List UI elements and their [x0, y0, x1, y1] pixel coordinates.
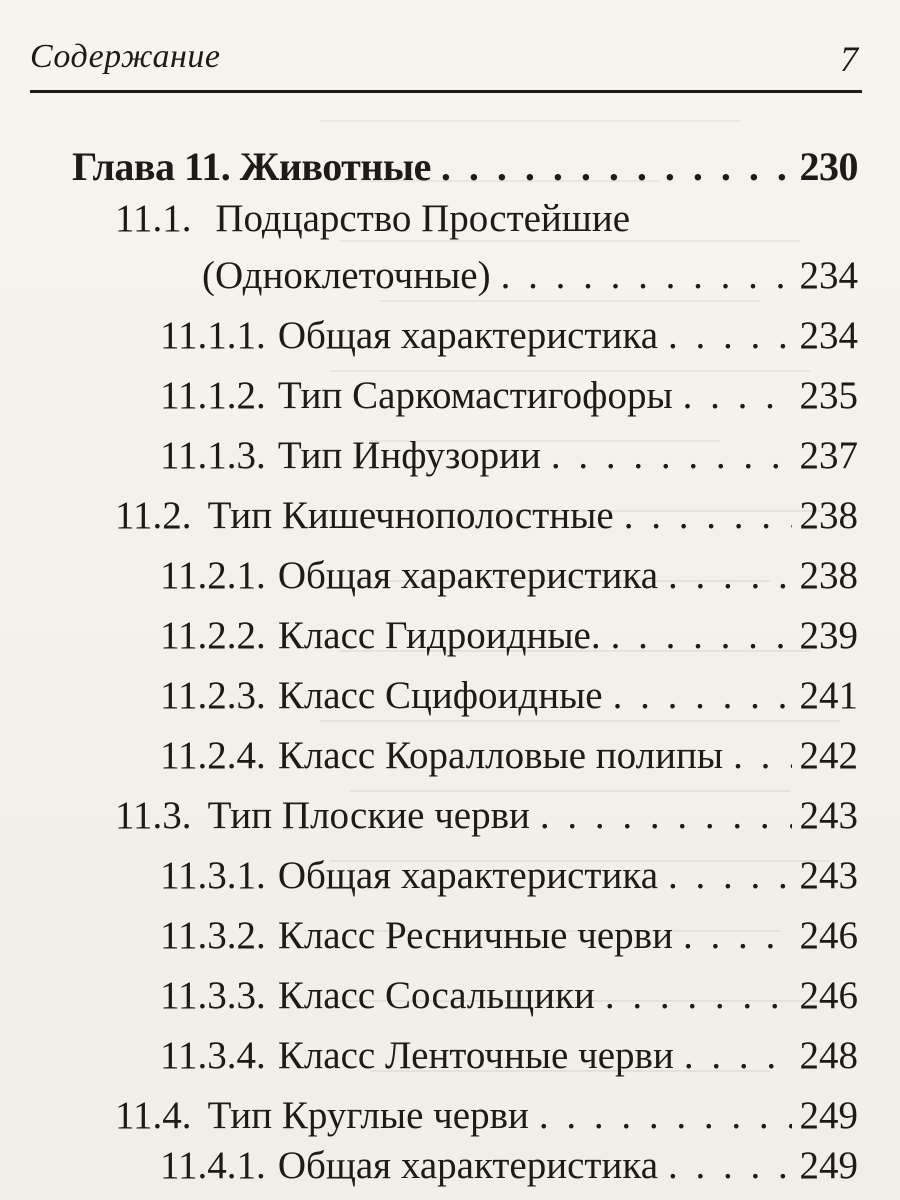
- toc-entry-number: 11.1.: [115, 197, 192, 240]
- toc-entry-title: Класс Ресничные черви: [277, 914, 673, 957]
- toc-page-number: 243: [799, 854, 858, 897]
- toc-entry-number: 11.2.4.: [160, 734, 266, 777]
- toc-entry: [160, 295, 858, 355]
- toc-entry-number: 11.4.: [115, 1094, 192, 1137]
- toc-chapter-entry: [72, 127, 858, 187]
- toc-page-number: 246: [799, 974, 858, 1017]
- toc-entry: [160, 595, 858, 655]
- toc-page-number: 241: [799, 674, 858, 717]
- toc-leader-dots: [603, 676, 792, 715]
- toc-entry-number: 11.3.1.: [160, 854, 266, 897]
- toc-leader-dots: [431, 147, 792, 187]
- toc-entry-number: 11.1.2.: [160, 374, 266, 417]
- toc-entry-title: Общая характеристика: [277, 854, 659, 897]
- toc-leader-dots: [595, 976, 792, 1015]
- toc-entry-number: 11.2.3.: [160, 674, 266, 717]
- toc-leader-dots: [530, 796, 792, 835]
- toc-page-number: 238: [799, 494, 858, 537]
- toc-leader-dots: [658, 316, 792, 355]
- toc-entry: [160, 835, 858, 895]
- toc-entry-title: Класс Коралловые полипы: [277, 734, 724, 777]
- toc-leader-dots: [541, 436, 792, 475]
- toc-entry: [160, 355, 858, 415]
- toc-leader-dots: [673, 916, 792, 955]
- toc-entry: [160, 655, 858, 715]
- toc-leader-dots: [491, 256, 792, 295]
- toc-page-number: 235: [799, 374, 858, 417]
- toc-chapter-title: Глава 11. Животные: [72, 144, 431, 189]
- toc-entry-number: 11.3.3.: [160, 974, 266, 1017]
- toc-entry-title: Класс Ленточные черви: [277, 1034, 674, 1077]
- toc-entry: [160, 895, 858, 955]
- toc-page-number: 248: [799, 1034, 858, 1077]
- toc-entry: [115, 475, 858, 535]
- toc-page-number: 243: [799, 794, 858, 837]
- toc-leader-dots: [673, 376, 792, 415]
- toc-entry: [115, 775, 858, 835]
- toc-page-number: 234: [799, 254, 858, 297]
- toc-entry-number: 11.3.2.: [160, 914, 266, 957]
- toc-entry-title: Общая характеристика: [277, 554, 659, 597]
- toc-entry-number: 11.2.2.: [160, 614, 266, 657]
- toc-leader-dots: [658, 556, 792, 595]
- toc-leader-dots: [674, 1036, 792, 1075]
- running-header-title: Содержание: [30, 38, 221, 75]
- toc-entry-title: Общая характеристика: [277, 314, 659, 357]
- toc-entry-number: 11.3.: [115, 794, 192, 837]
- toc-entry-title: Тип Инфузории: [277, 434, 541, 477]
- toc-entry: [160, 535, 858, 595]
- toc-entry-title: Класс Сцифоидные: [277, 674, 603, 717]
- toc-page-number: 238: [799, 554, 858, 597]
- toc-entry: [160, 955, 858, 1015]
- toc-leader-dots: [601, 616, 792, 655]
- toc-entry-number: 11.1.1.: [160, 314, 266, 357]
- toc-entry-number: 11.4.1.: [160, 1144, 266, 1187]
- toc-entry-number: 11.3.4.: [160, 1034, 266, 1077]
- toc-entry-title-line1: Подцарство Простейшие: [215, 197, 631, 240]
- toc-page-number: 237: [799, 434, 858, 477]
- toc-leader-dots: [614, 496, 792, 535]
- toc-entry-title: Общая характеристика: [277, 1144, 659, 1187]
- toc-page-number: 239: [799, 614, 858, 657]
- toc-entry: [202, 235, 858, 295]
- toc-page-number: 249: [799, 1094, 858, 1137]
- toc-entry: [160, 1015, 858, 1075]
- toc-entry-title: Класс Гидроидные.: [277, 614, 601, 657]
- toc-entry: [160, 1125, 858, 1185]
- toc-entry-number: 11.2.1.: [160, 554, 266, 597]
- running-header-page-number: 7: [840, 39, 858, 79]
- running-header: [30, 38, 862, 93]
- toc-entry: [160, 415, 858, 475]
- toc-leader-dots: [658, 1146, 792, 1185]
- toc-entry-title: Класс Сосальщики: [277, 974, 595, 1017]
- toc-page-number: 242: [799, 734, 858, 777]
- toc-entry-title: Тип Плоские черви: [207, 794, 530, 837]
- toc-leader-dots: [723, 736, 792, 775]
- toc-entry-title: Тип Круглые черви: [207, 1094, 529, 1137]
- toc-entry-title: Тип Саркомастигофоры: [277, 374, 673, 417]
- toc-page-number: 234: [799, 314, 858, 357]
- toc-leader-dots: [658, 856, 792, 895]
- toc-page-number: 230: [799, 144, 858, 189]
- toc-page-number: 249: [799, 1144, 858, 1187]
- toc-entry-number: 11.1.3.: [160, 434, 266, 477]
- toc-entry-title: Тип Кишечнополостные: [207, 494, 614, 537]
- toc-page-number: 246: [799, 914, 858, 957]
- toc-entry-number: 11.2.: [115, 494, 192, 537]
- toc-entry-title: (Одноклеточные): [202, 254, 491, 297]
- toc-entry: [160, 715, 858, 775]
